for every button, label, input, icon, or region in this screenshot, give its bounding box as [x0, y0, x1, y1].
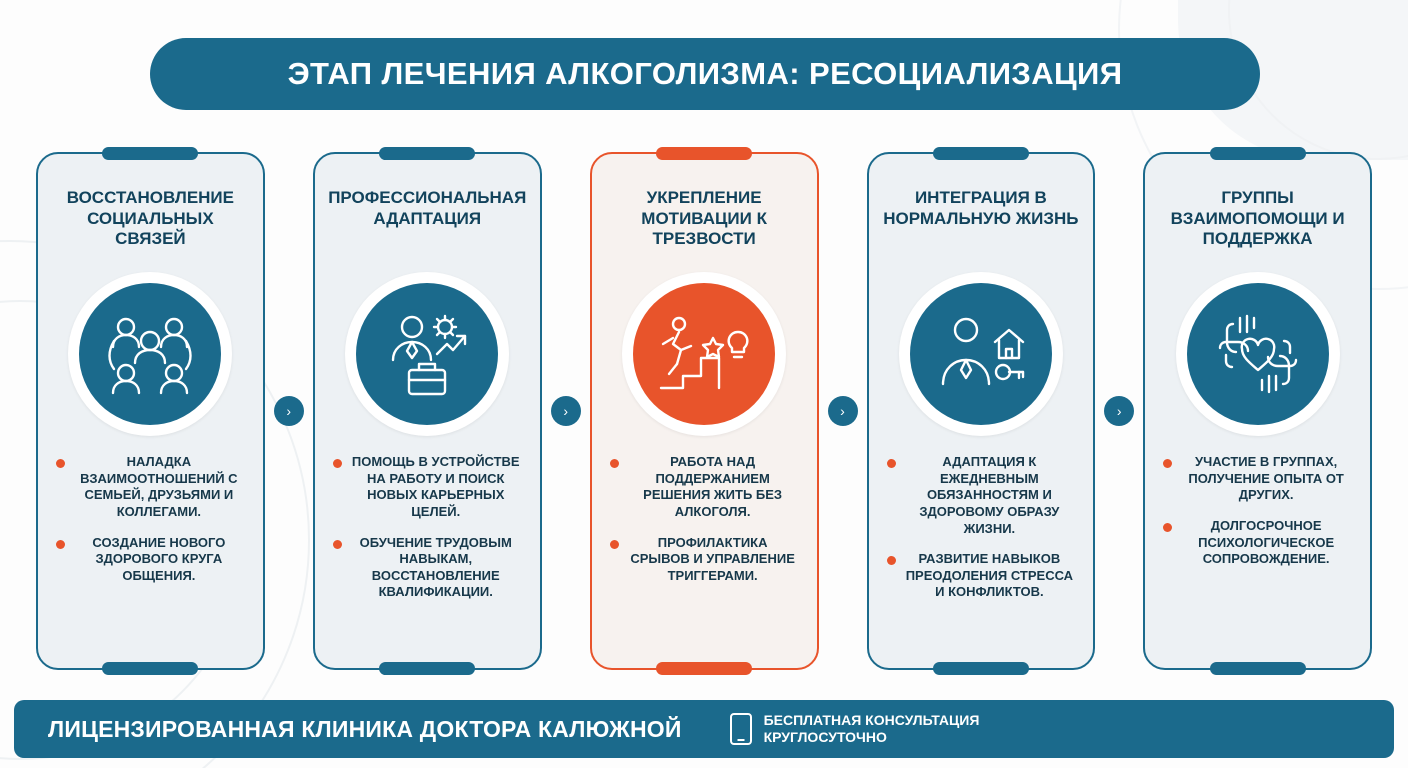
step-title: ИНТЕГРАЦИЯ В НОРМАЛЬНУЮ ЖИЗНЬ — [883, 188, 1079, 228]
bullet-item — [610, 454, 799, 521]
step-title: УКРЕПЛЕНИЕ МОТИВАЦИИ К ТРЕЗВОСТИ — [641, 188, 767, 249]
page-title-banner — [150, 38, 1260, 110]
bullet-dot-icon — [1163, 523, 1172, 532]
bullet-item — [887, 454, 1076, 537]
consultation-contact — [730, 712, 980, 747]
step-title: ПРОФЕССИОНАЛЬНАЯ АДАПТАЦИЯ — [328, 188, 527, 228]
hands-heart-support-icon — [1210, 308, 1306, 400]
consultation-line-1: БЕСПЛАТНАЯ КОНСУЛЬТАЦИЯ — [763, 711, 980, 728]
step-icon-circle — [910, 283, 1052, 425]
businessman-briefcase-icon — [379, 310, 475, 398]
step-connector-4 — [1095, 152, 1143, 670]
consultation-text — [764, 712, 980, 747]
chevron-right-icon: › — [828, 396, 858, 426]
bullet-item — [56, 535, 245, 585]
steps-row — [36, 152, 1372, 672]
clinic-name: ЛИЦЕНЗИРОВАННАЯ КЛИНИКА ДОКТОРА КАЛЮЖНОЙ — [48, 715, 682, 742]
card-tab-bottom — [656, 662, 752, 675]
page-title: ЭТАП ЛЕЧЕНИЯ АЛКОГОЛИЗМА: РЕСОЦИАЛИЗАЦИЯ — [287, 56, 1123, 91]
person-house-key-icon — [933, 310, 1029, 398]
step-card-2 — [313, 152, 542, 670]
step-icon-circle — [79, 283, 221, 425]
bullet-item — [1163, 454, 1352, 504]
person-climbing-stairs-icon — [655, 310, 753, 398]
bullet-item — [1163, 518, 1352, 568]
chevron-right-icon: › — [274, 396, 304, 426]
bullet-text: ПОМОЩЬ В УСТРОЙСТВЕ НА РАБОТУ И ПОИСК НОВЫХ КАРЬЕРНЫХ ЦЕЛЕЙ. — [351, 454, 520, 519]
chevron-right-icon: › — [1104, 396, 1134, 426]
bullet-text: ПРОФИЛАКТИКА СРЫВОВ И УПРАВЛЕНИЕ ТРИГГЕРАМИ. — [630, 534, 795, 583]
step-bullets — [606, 454, 803, 598]
bullet-dot-icon — [56, 459, 65, 468]
bullet-text: УЧАСТИЕ В ГРУППАХ, ПОЛУЧЕНИЕ ОПЫТА ОТ ДРУГИХ. — [1188, 454, 1344, 503]
step-icon-frame — [68, 272, 232, 436]
step-icon-circle — [1187, 283, 1329, 425]
bullet-text: РАЗВИТИЕ НАВЫКОВ ПРЕОДОЛЕНИЯ СТРЕССА И КОНФЛИКТОВ. — [905, 551, 1074, 600]
step-icon-frame — [345, 272, 509, 436]
footer-bar — [14, 700, 1394, 758]
bullet-dot-icon — [610, 459, 619, 468]
step-title: ГРУППЫ ВЗАИМОПОМОЩИ И ПОДДЕРЖКА — [1170, 188, 1345, 249]
step-card-3 — [590, 152, 819, 670]
card-tab-top — [102, 147, 198, 160]
step-title: ВОССТАНОВЛЕНИЕ СОЦИАЛЬНЫХ СВЯЗЕЙ — [66, 188, 234, 249]
step-connector-1 — [265, 152, 313, 670]
step-icon-frame — [622, 272, 786, 436]
people-group-icon — [102, 311, 198, 397]
bullet-dot-icon — [887, 459, 896, 468]
card-tab-bottom — [102, 662, 198, 675]
bullet-text: АДАПТАЦИЯ К ЕЖЕДНЕВНЫМ ОБЯЗАННОСТЯМ И ЗДОРОВОМУ ОБРАЗУ ЖИЗНИ. — [919, 454, 1060, 536]
bullet-dot-icon — [56, 540, 65, 549]
bullet-dot-icon — [1163, 459, 1172, 468]
step-bullets — [329, 454, 526, 615]
bullet-item — [887, 551, 1076, 601]
bullet-text: НАЛАДКА ВЗАИМООТНОШЕНИЙ С СЕМЬЕЙ, ДРУЗЬЯМИ И КОЛЛЕГАМИ. — [80, 454, 238, 519]
card-tab-top — [656, 147, 752, 160]
card-tab-bottom — [379, 662, 475, 675]
bullet-item — [333, 454, 522, 521]
card-tab-bottom — [1210, 662, 1306, 675]
bullet-dot-icon — [887, 556, 896, 565]
card-tab-bottom — [933, 662, 1029, 675]
step-icon-circle — [356, 283, 498, 425]
step-icon-circle — [633, 283, 775, 425]
bullet-dot-icon — [333, 459, 342, 468]
bullet-text: СОЗДАНИЕ НОВОГО ЗДОРОВОГО КРУГА ОБЩЕНИЯ. — [92, 534, 226, 583]
card-tab-top — [379, 147, 475, 160]
step-card-4 — [867, 152, 1096, 670]
step-bullets — [883, 454, 1080, 615]
chevron-right-icon: › — [551, 396, 581, 426]
bullet-item — [610, 535, 799, 585]
step-card-5 — [1143, 152, 1372, 670]
bullet-item — [333, 535, 522, 602]
step-icon-frame — [899, 272, 1063, 436]
step-bullets — [52, 454, 249, 598]
step-card-1 — [36, 152, 265, 670]
step-connector-2 — [542, 152, 590, 670]
step-bullets — [1159, 454, 1356, 582]
bullet-text: РАБОТА НАД ПОДДЕРЖАНИЕМ РЕШЕНИЯ ЖИТЬ БЕЗ АЛКОГОЛЯ. — [643, 454, 783, 519]
bullet-text: ОБУЧЕНИЕ ТРУДОВЫМ НАВЫКАМ, ВОССТАНОВЛЕНИЕ КВАЛИФИКАЦИИ. — [359, 534, 512, 600]
step-icon-frame — [1176, 272, 1340, 436]
card-tab-top — [1210, 147, 1306, 160]
mobile-phone-icon — [730, 713, 752, 745]
card-tab-top — [933, 147, 1029, 160]
step-connector-3 — [819, 152, 867, 670]
bullet-item — [56, 454, 245, 521]
bullet-dot-icon — [610, 540, 619, 549]
consultation-line-2: КРУГЛОСУТОЧНО — [763, 729, 887, 745]
bullet-text: ДОЛГОСРОЧНОЕ ПСИХОЛОГИЧЕСКОЕ СОПРОВОЖДЕНИЕ. — [1198, 517, 1335, 567]
bullet-dot-icon — [333, 540, 342, 549]
